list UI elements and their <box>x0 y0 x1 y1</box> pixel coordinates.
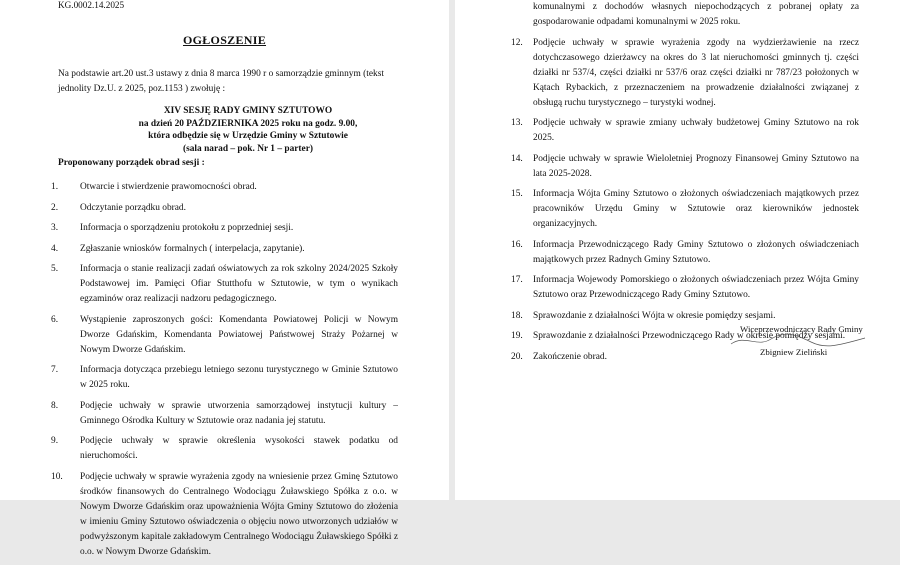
agenda-item-text: Zgłaszanie wniosków formalnych ( interpelacja, zapytanie). <box>80 243 305 254</box>
preamble-text: Na podstawie art.20 ust.3 ustawy z dnia 8 marca 1990 r o samorządzie gminnym (tekst jednolity Dz.U. z 2025, poz.1153 ) zwołuję : <box>58 69 384 94</box>
agenda-item <box>51 262 398 307</box>
agenda-item-text: Otwarcie i stwierdzenie prawomocności obrad. <box>80 182 257 192</box>
agenda-item-text: komunalnymi z dochodów własnych niepochodzących z pobranej opłaty za gospodarowanie odpadami komunalnymi w 2025 roku. <box>533 2 859 27</box>
agenda-item-text: Podjęcie uchwały w sprawie zmiany uchwały budżetowej Gminy Sztutowo na rok 2025. <box>533 118 859 143</box>
agenda-item-number: 9. <box>51 436 59 446</box>
agenda-item <box>51 180 398 195</box>
left-page <box>0 0 449 557</box>
agenda-item <box>51 434 398 464</box>
agenda-item-number: 20. <box>511 351 523 362</box>
agenda-list-left <box>51 180 399 565</box>
agenda-item-text: Podjęcie uchwały w sprawie wyrażenia zgody na wydzierżawienie na rzecz dotychczasowego dzierżawcy na okres do 3 lat nieruchomości gminnych tj. części działki nr 537/4, części działki nr 537/6 oraz części działki nr 787/23 położonych w Kątach Rybackich, z przeznaczeniem na prowadzenie działalności związanej z obsługą ruchu turystycznego – turystyki wodnej. <box>533 37 859 108</box>
agenda-list-right <box>511 0 859 370</box>
agenda-item-number: 15. <box>511 189 523 199</box>
agenda-item-text: Sprawozdanie z działalności Wójta w okresie pomiędzy sesjami. <box>533 310 776 321</box>
agenda-item <box>51 313 398 358</box>
agenda-item-text: Informacja dotycząca przebiegu letniego sezonu turystycznego w Gminie Sztutowo w 2025 roku. <box>80 365 398 390</box>
session-info <box>58 105 438 155</box>
agenda-item-text: Informacja Przewodniczącego Rady Gminy Sztutowo o złożonych oświadczeniach majątkowych przez Radnych Gminy Sztutowo. <box>533 239 859 265</box>
agenda-item-continuation <box>511 0 859 30</box>
agenda-item-text: Zakończenie obrad. <box>533 351 607 362</box>
agenda-item-number: 19. <box>511 331 523 341</box>
agenda-item-number: 14. <box>511 153 523 164</box>
agenda-item-text: Sprawozdanie z działalności Przewodniczącego Rady w okresie pomiędzy sesjami. <box>533 331 846 341</box>
agenda-item <box>51 470 399 560</box>
session-date: na dzień 20 PAŹDZIERNIKA 2025 roku na godz. 9.00, <box>138 118 358 129</box>
agenda-item-number: 10. <box>51 471 63 482</box>
agenda-item-text: Podjęcie uchwały w sprawie Wieloletniej Prognozy Finansowej Gminy Sztutowo na lata 2025-2028. <box>533 153 859 179</box>
agenda-item-number: 7. <box>51 365 59 375</box>
agenda-item-number: 3. <box>51 223 59 233</box>
agenda-item-number: 13. <box>511 118 523 128</box>
agenda-item-number: 12. <box>511 37 523 48</box>
agenda-item <box>511 238 859 268</box>
announcement-title: OGŁOSZENIE <box>182 33 267 47</box>
agenda-item-text: Wystąpienie zaproszonych gości: Komendanta Powiatowej Policji w Nowym Dworze Gdańskim, Komendanta Powiatowej Państwowej Straży Pożarnej w Nowym Dworze Gdańskim. <box>80 314 398 355</box>
agenda-item <box>51 221 398 236</box>
agenda-item-number: 2. <box>51 202 59 213</box>
session-name: XIV SESJĘ RADY GMINY SZTUTOWO <box>163 106 333 116</box>
agenda-item-number: 5. <box>51 264 59 274</box>
agenda-item-text: Informacja Wójta Gminy Sztutowo o złożonych oświadczeniach majątkowych przez pracowników Urzędu Gminy w Sztutowie oraz kierowników jednostek organizacyjnych. <box>533 189 859 229</box>
agenda-item-text: Podjęcie uchwały w sprawie określenia wysokości stawek podatku od nieruchomości. <box>80 436 398 461</box>
signatory-name: Zbigniew Zieliński <box>760 347 828 357</box>
agenda-item <box>511 273 859 303</box>
agenda-item-number: 8. <box>51 400 59 411</box>
session-room: (sala narad – pok. Nr 1 – parter) <box>182 143 314 154</box>
agenda-item-number: 17. <box>511 275 523 285</box>
signature-title: Wiceprzewodniczący Rady Gminy <box>740 324 863 334</box>
agenda-item <box>511 152 859 182</box>
agenda-item <box>51 242 398 257</box>
agenda-item-number: 4. <box>51 243 59 254</box>
agenda-item-text: Informacja Wojewody Pomorskiego o złożonych oświadczeniach przez Wójta Gminy Sztutowo oraz Przewodniczącego Rady Gminy Sztutowo. <box>533 275 859 300</box>
agenda-item-number: 18. <box>511 310 523 321</box>
agenda-item <box>511 187 859 232</box>
agenda-item <box>511 309 859 324</box>
agenda-item <box>51 363 398 393</box>
agenda-item-text: Informacja o sporządzeniu protokołu z poprzedniej sesji. <box>80 223 294 233</box>
right-page <box>455 0 900 500</box>
agenda-item <box>51 399 398 429</box>
agenda-item-text: Podjęcie uchwały w sprawie utworzenia samorządowej instytucji kultury – Gminnego Ośrodka Kultury w Sztutowie oraz nadania jej statutu. <box>80 400 398 426</box>
agenda-item <box>511 36 859 111</box>
session-venue: która odbędzie się w Urzędzie Gminy w Sztutowie <box>148 131 348 141</box>
agenda-item-text: Podjęcie uchwały w sprawie wyrażenia zgody na wniesienie przez Gminę Sztutowo środków finansowych do Centralnego Wodociągu Żuławskiego Spółka z o.o. w Nowym Dworze Gdańskim oraz upoważnienia Wójta Gminy Sztutowo do złożenia w imieniu Gminy Sztutowo oświadczenia o objęciu nowo utworzonych udziałów w podwyższonym kapitale zakładowym Centralnego Wodociągu Żuławskiego Spółki z o.o. w Nowym Dworze Gdańskim. <box>80 471 399 557</box>
agenda-heading: Proponowany porządek obrad sesji : <box>58 158 205 168</box>
agenda-item-number: 16. <box>511 239 523 250</box>
agenda-item <box>51 201 398 216</box>
agenda-item-text: Informacja o stanie realizacji zadań oświatowych za rok szkolny 2024/2025 Szkoły Podstawowej im. Pamięci Ofiar Stutthofu w Sztutowie, w tym o wynikach egzaminów oraz realizacji nadzoru pedagogicznego. <box>80 264 398 304</box>
agenda-item-number: 1. <box>51 182 59 192</box>
agenda-item-text: Odczytanie porządku obrad. <box>80 202 186 213</box>
agenda-item-number: 6. <box>51 314 59 325</box>
agenda-item <box>511 116 859 146</box>
document-reference: KG.0002.14.2025 <box>58 0 125 10</box>
